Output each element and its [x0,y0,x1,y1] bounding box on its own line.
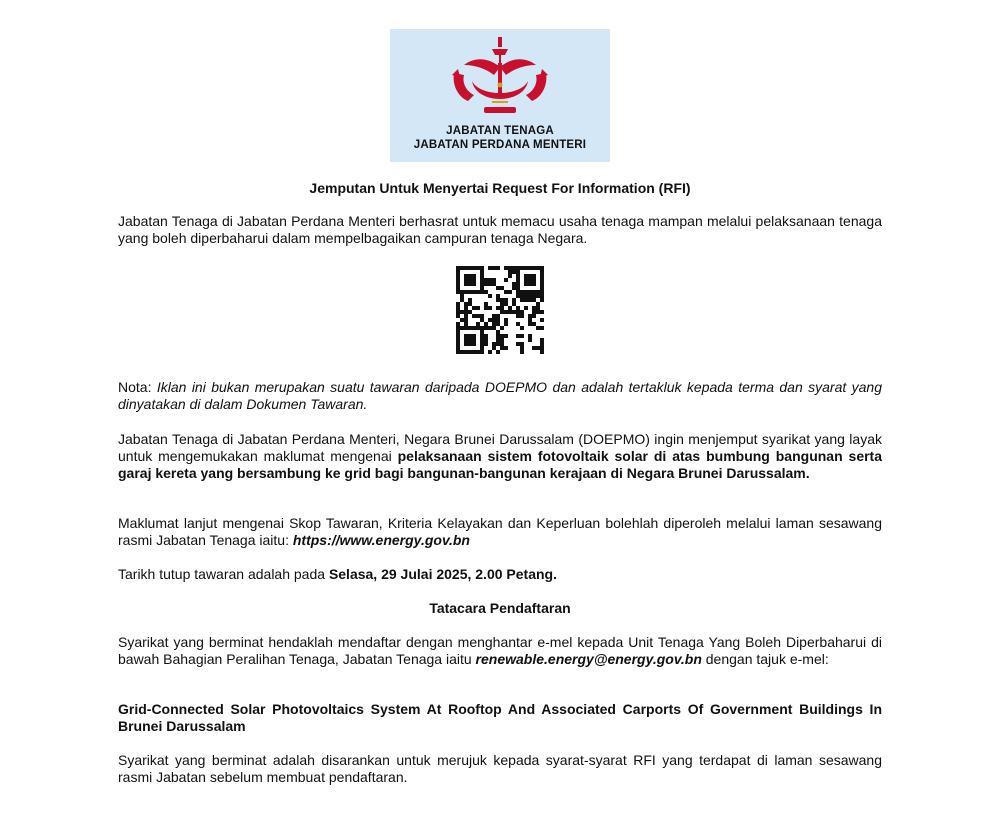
qr-module [456,266,460,270]
qr-module [472,350,476,354]
qr-module [468,290,472,294]
qr-module [516,314,520,318]
qr-module [484,302,488,306]
qr-module [472,266,476,270]
qr-module [496,286,500,290]
qr-module [456,346,460,350]
qr-module [484,322,488,326]
qr-module [480,282,484,286]
qr-module [536,302,540,306]
closing-lead: Tarikh tutup tawaran adalah pada [118,566,329,582]
qr-module [540,346,544,350]
registration-paragraph [118,634,882,668]
qr-module [472,342,476,346]
qr-module [532,346,536,350]
qr-module [488,326,492,330]
qr-module [468,334,472,338]
qr-module [460,294,464,298]
qr-module [484,290,488,294]
qr-module [456,334,460,338]
qr-module [532,266,536,270]
qr-module [532,306,536,310]
qr-module [464,334,468,338]
qr-module [516,290,520,294]
note-text: Iklan ini bukan merupakan suatu tawaran daripada DOEPMO dan adalah tertakluk kepada terma dan syarat yang dinyatakan di dalam Dokumen Tawaran. [118,379,883,412]
qr-module [532,278,536,282]
qr-module [532,294,536,298]
qr-module [456,330,460,334]
qr-module [520,342,524,346]
qr-module [476,326,480,330]
qr-module [460,318,464,322]
qr-module [524,278,528,282]
qr-module [480,278,484,282]
qr-module [480,314,484,318]
qr-module [528,298,532,302]
registration-lead: Syarikat yang berminat hendaklah mendaftar dengan menghantar e-mel kepada Unit Tenaga Yang Boleh Diperbaharui di bawah Bahagian Peralihan Tenaga, Jabatan Tenaga iaitu [118,634,882,667]
qr-module [464,290,468,294]
qr-module [496,266,500,270]
qr-module [464,310,468,314]
qr-module [532,314,536,318]
qr-module [500,326,504,330]
qr-module [528,318,532,322]
qr-module [480,274,484,278]
qr-module [540,282,544,286]
document-title: Jemputan Untuk Menyertai Request For Information (RFI) [309,180,691,196]
qr-module [468,350,472,354]
qr-module [536,294,540,298]
qr-module [512,286,516,290]
qr-module [460,350,464,354]
qr-module [468,338,472,342]
qr-module [456,274,460,278]
qr-module [500,334,504,338]
qr-module [492,342,496,346]
qr-module [516,266,520,270]
qr-module [528,282,532,286]
qr-module [536,326,540,330]
qr-module [540,338,544,342]
qr-module [500,338,504,342]
qr-module [536,310,540,314]
qr-module [488,266,492,270]
qr-module [456,322,460,326]
qr-module [456,338,460,342]
qr-module [516,342,520,346]
closing-date: Selasa, 29 Julai 2025, 2.00 Petang. [328,566,557,582]
qr-module [488,278,492,282]
qr-module [456,310,460,314]
qr-module [540,278,544,282]
qr-module [476,266,480,270]
qr-module [536,306,540,310]
qr-module [512,298,516,302]
qr-module [456,278,460,282]
qr-module [464,322,468,326]
qr-module [496,342,500,346]
qr-module [540,274,544,278]
qr-module [464,302,468,306]
qr-module [464,278,468,282]
qr-module [472,326,476,330]
qr-module [508,270,512,274]
qr-module [464,350,468,354]
qr-module [480,350,484,354]
qr-module [492,346,496,350]
qr-module [488,282,492,286]
info-paragraph [118,515,882,549]
qr-module [504,346,508,350]
qr-module [468,310,472,314]
qr-module [524,290,528,294]
qr-module [532,282,536,286]
qr-module [464,318,468,322]
qr-module [540,286,544,290]
qr-module [520,346,524,350]
qr-module [528,278,532,282]
qr-module [500,298,504,302]
qr-module [476,306,480,310]
qr-module [516,334,520,338]
qr-module [520,334,524,338]
qr-module [456,282,460,286]
qr-module [460,298,464,302]
qr-module [540,294,544,298]
qr-module [492,318,496,322]
qr-module [516,278,520,282]
qr-module [532,290,536,294]
qr-module [456,290,460,294]
qr-module [528,338,532,342]
qr-module [520,298,524,302]
qr-module [516,310,520,314]
qr-module [524,274,528,278]
qr-module [512,266,516,270]
qr-module [516,306,520,310]
invitation-scope: pelaksanaan sistem fotovoltaik solar di atas bumbung bangunan serta garaj kereta yang bersambung ke grid bagi bangunan-bangunan kerajaan di Negara Brunei Darussalam. [118,448,883,481]
qr-module [496,306,500,310]
qr-module [480,326,484,330]
qr-module [516,286,520,290]
qr-module [528,290,532,294]
qr-module [496,330,500,334]
qr-module [540,270,544,274]
qr-module [488,294,492,298]
invitation-lead: Jabatan Tenaga di Jabatan Perdana Menteri, Negara Brunei Darussalam (DOEPMO) ingin menjemput syarikat yang layak untuk mengemukakan maklumat mengenai [118,431,882,464]
qr-module [524,294,528,298]
invitation-paragraph [118,431,882,482]
qr-module [472,314,476,318]
qr-module [468,278,472,282]
qr-module [528,322,532,326]
qr-module [540,350,544,354]
info-lead: Maklumat lanjut mengenai Skop Tawaran, Kriteria Kelayakan dan Keperluan bolehlah diperoleh melalui laman sesawang rasmi Jabatan Tenaga iaitu: [118,515,882,548]
qr-module [536,346,540,350]
qr-module [476,350,480,354]
qr-module [516,322,520,326]
qr-module [464,338,468,342]
email-subject [118,701,882,735]
qr-module [540,326,544,330]
qr-module [492,314,496,318]
qr-module [464,266,468,270]
qr-module [540,298,544,302]
qr-module [480,286,484,290]
qr-module [464,306,468,310]
qr-module [536,266,540,270]
qr-module [524,266,528,270]
qr-module [520,294,524,298]
qr-module [468,342,472,346]
qr-module [520,266,524,270]
qr-module [524,298,528,302]
qr-module [492,278,496,282]
qr-module [468,274,472,278]
qr-module [496,298,500,302]
qr-module [540,318,544,322]
qr-module [496,350,500,354]
qr-module [504,302,508,306]
qr-module [512,302,516,306]
qr-module [504,290,508,294]
qr-module [464,282,468,286]
qr-module [468,282,472,286]
qr-module [480,270,484,274]
qr-module [480,290,484,294]
qr-module [524,282,528,286]
qr-module [500,306,504,310]
advice-paragraph: Syarikat yang berminat adalah disarankan untuk merujuk kepada syarat-syarat RFI yang terdapat di laman sesawang rasmi Jabatan sebelum membuat pendaftaran. [118,752,882,785]
qr-module [488,306,492,310]
qr-module [532,322,536,326]
contact-email-link[interactable]: renewable.energy@energy.gov.bn [475,651,702,667]
qr-module [484,278,488,282]
qr-module [508,274,512,278]
qr-module [484,338,488,342]
qr-module [504,334,508,338]
qr-module [476,314,480,318]
qr-module [512,282,516,286]
qr-module [516,270,520,274]
qr-module [504,322,508,326]
qr-module [528,274,532,278]
qr-module [516,282,520,286]
qr-module [520,310,524,314]
qr-module [516,294,520,298]
qr-module [472,282,476,286]
qr-module [484,334,488,338]
qr-module [504,318,508,322]
closing-date-paragraph [118,566,882,583]
qr-module [484,342,488,346]
qr-module [496,294,500,298]
qr-module [484,306,488,310]
qr-module [496,318,500,322]
qr-module [468,298,472,302]
qr-module [500,302,504,306]
qr-module [460,290,464,294]
qr-module [528,334,532,338]
qr-code[interactable] [456,266,544,354]
qr-module [484,326,488,330]
qr-module [480,266,484,270]
qr-module [500,346,504,350]
qr-module [536,290,540,294]
qr-module [496,338,500,342]
qr-module [468,326,472,330]
qr-module [508,266,512,270]
qr-module [532,298,536,302]
qr-module [472,278,476,282]
qr-module [492,266,496,270]
qr-module [460,326,464,330]
qr-module [460,266,464,270]
qr-module [528,266,532,270]
qr-module [496,334,500,338]
registration-heading-wrap [118,600,882,617]
qr-module [472,338,476,342]
qr-module [504,298,508,302]
qr-module [484,282,488,286]
note-paragraph [118,379,882,413]
email-subject-text: Grid-Connected Solar Photovoltaics System At Rooftop And Associated Carports Of Government Buildings In Brunei Darussalam [118,701,882,734]
qr-module [504,266,508,270]
qr-module [520,350,524,354]
brunei-emblem-icon [448,35,552,121]
qr-module [512,270,516,274]
qr-module [480,318,484,322]
qr-module [456,302,460,306]
qr-module [464,342,468,346]
qr-module [512,310,516,314]
qr-module [464,274,468,278]
qr-module [476,290,480,294]
qr-module [468,266,472,270]
qr-module [508,310,512,314]
qr-module [528,314,532,318]
department-logo [390,29,610,162]
qr-module [488,318,492,322]
qr-module [480,342,484,346]
qr-module [524,306,528,310]
qr-module [464,314,468,318]
qr-module [540,310,544,314]
qr-module [532,274,536,278]
qr-module [460,310,464,314]
qr-module [496,322,500,326]
qr-module [456,314,460,318]
qr-module [532,310,536,314]
qr-module [480,338,484,342]
qr-module [456,326,460,330]
qr-module [472,334,476,338]
website-link[interactable]: https://www.energy.gov.bn [292,532,470,548]
qr-module [480,334,484,338]
qr-module [504,278,508,282]
qr-module [528,294,532,298]
qr-module [468,302,472,306]
qr-module [540,290,544,294]
qr-module [500,310,504,314]
qr-module [508,290,512,294]
qr-module [492,326,496,330]
qr-module [492,282,496,286]
qr-module [488,350,492,354]
qr-module [492,322,496,326]
qr-module [504,310,508,314]
qr-module [500,286,504,290]
qr-module [476,322,480,326]
qr-module [480,346,484,350]
qr-module [472,306,476,310]
qr-module [520,290,524,294]
qr-module [520,314,524,318]
note-label: Nota: [118,379,157,395]
qr-module [456,342,460,346]
qr-module [472,290,476,294]
qr-module [456,350,460,354]
registration-tail: dengan tajuk e-mel: [701,651,829,667]
qr-module [456,286,460,290]
qr-module [480,330,484,334]
logo-text-line-1: JABATAN TENAGA [446,125,554,137]
qr-module [500,342,504,346]
qr-module [516,274,520,278]
qr-module [540,342,544,346]
qr-module [496,314,500,318]
qr-module [508,306,512,310]
qr-module [464,326,468,330]
intro-paragraph: Jabatan Tenaga di Jabatan Perdana Menteri berhasrat untuk memacu usaha tenaga mampan melalui pelaksanaan tenaga yang boleh diperbaharui dalam mempelbagaikan campuran tenaga Negara. [118,213,882,246]
qr-module [456,306,460,310]
qr-module [520,326,524,330]
logo-text-line-2: JABATAN PERDANA MENTERI [413,139,587,151]
qr-module [456,270,460,274]
qr-module [540,266,544,270]
qr-module [472,274,476,278]
registration-heading: Tatacara Pendaftaran [429,600,571,616]
